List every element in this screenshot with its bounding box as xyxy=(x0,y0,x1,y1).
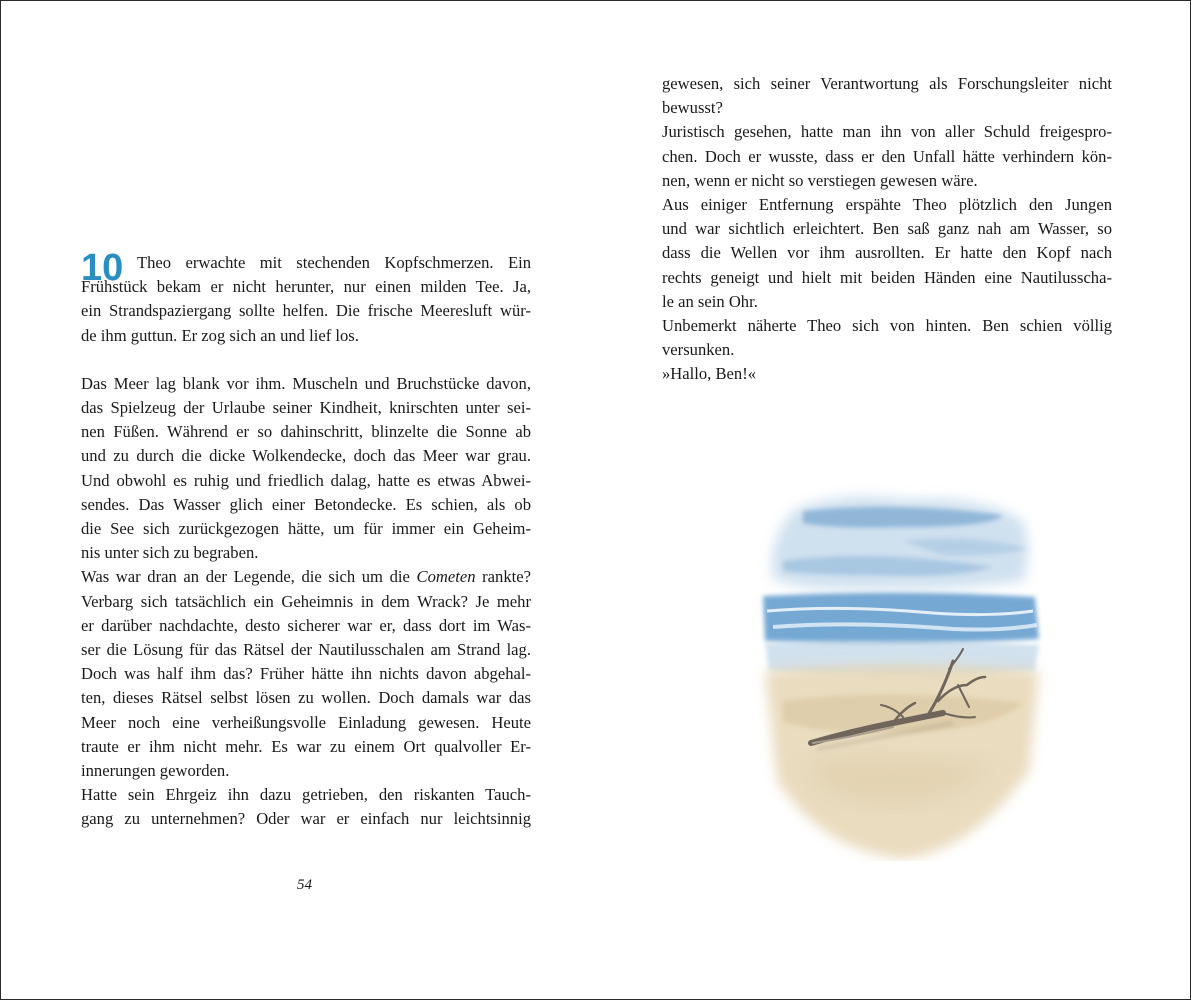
text-line: sendes. Das Wasser glich einer Betondecke. Es schien, als ob xyxy=(81,494,531,514)
left-page-text xyxy=(81,251,531,832)
text-line: rechts geneigt und hielt mit beiden Händen eine Nautilusscha- xyxy=(662,267,1112,287)
text-line: Juristisch gesehen, hatte man ihn von aller Schuld freigespro- xyxy=(662,122,1112,142)
text-line: le an sein Ohr. xyxy=(662,291,758,311)
text-line: chen. Doch er wusste, dass er den Unfall hätte verhindern kön- xyxy=(662,146,1112,166)
beach-driftwood-watercolor-icon xyxy=(753,471,1049,861)
left-page xyxy=(1,1,596,999)
text-line: »Hallo, Ben!« xyxy=(662,364,757,384)
text-line: das Spielzeug der Urlaube seiner Kindheit, knirschten unter sei- xyxy=(81,398,531,418)
text-line: nen, wenn er nicht so verstiegen gewesen wäre. xyxy=(662,170,978,190)
text-line: ten, dieses Rätsel selbst lösen zu wollen. Doch damals war das xyxy=(81,688,531,708)
text-line: Und obwohl es ruhig und friedlich dalag, hatte es etwas Abwei- xyxy=(81,470,531,490)
text-line: gewesen, sich seiner Verantwortung als Forschungsleiter nicht xyxy=(662,74,1112,93)
right-page-text xyxy=(662,72,1112,387)
text-line: und zu durch die dicke Wolkendecke, doch das Meer war grau. xyxy=(81,446,531,466)
text-line: nen Füßen. Während er so dahinschritt, blinzelte die Sonne ab xyxy=(81,422,531,442)
sea-band xyxy=(763,593,1039,644)
text-line: gang zu unternehmen? Oder war er einfach nur leichtsinnig xyxy=(81,809,531,829)
text-line: Verbarg sich tatsächlich ein Geheimnis in dem Wrack? Je mehr xyxy=(81,591,531,611)
text-line: Hatte sein Ehrgeiz ihn dazu getrieben, den riskanten Tauch- xyxy=(81,785,531,805)
text-line: Das Meer lag blank vor ihm. Muscheln und Bruchstücke davon, xyxy=(81,373,531,393)
text-line: versunken. xyxy=(662,340,735,360)
text-line: nis unter sich zu begraben. xyxy=(81,543,259,563)
text-line: ser die Lösung für das Rätsel der Nautilusschalen am Strand lag. xyxy=(81,640,531,660)
text-line: Theo erwachte mit stechenden Kopfschmerzen. Ein xyxy=(137,253,531,272)
text-line: traute er ihm nicht mehr. Es war zu einem Ort qualvoller Er- xyxy=(81,736,531,756)
text-line: de ihm guttun. Er zog sich an und lief los. xyxy=(81,325,359,345)
text-line-with-italic: Was war dran an der Legende, die sich um die Cometen rankte? xyxy=(81,567,531,587)
text-line: Doch was half ihm das? Früher hätte ihn nichts davon abgehal- xyxy=(81,664,531,684)
text-line: und war sichtlich erleichtert. Ben saß ganz nah am Wasser, so xyxy=(662,219,1112,239)
page-number: 54 xyxy=(297,877,312,893)
book-title-italic: Cometen xyxy=(416,567,476,587)
text-line: Aus einiger Entfernung erspähte Theo plötzlich den Jungen xyxy=(662,195,1112,215)
text-line: die See sich zurückgezogen hätte, um für immer ein Geheim- xyxy=(81,519,531,539)
text-line: er darüber nachdachte, desto sicherer war er, dass dort im Was- xyxy=(81,615,531,635)
text-line: bewusst? xyxy=(662,98,723,118)
text-line: innerungen geworden. xyxy=(81,761,230,781)
paragraph-gap xyxy=(81,348,531,372)
text-line: Meer noch eine verheißungsvolle Einladung gewesen. Heute xyxy=(81,712,531,732)
chapter-number: 10 xyxy=(81,247,124,289)
text-line: Frühstück bekam er nicht herunter, nur einen milden Tee. Ja, xyxy=(81,277,531,297)
text-line: Unbemerkt näherte Theo sich von hinten. Ben schien völlig xyxy=(662,316,1112,336)
text-line: ein Strandspaziergang sollte helfen. Die frische Meeresluft wür- xyxy=(81,301,531,321)
text-line: dass die Wellen vor ihm ausrollten. Er hatte den Kopf nach xyxy=(662,243,1112,263)
